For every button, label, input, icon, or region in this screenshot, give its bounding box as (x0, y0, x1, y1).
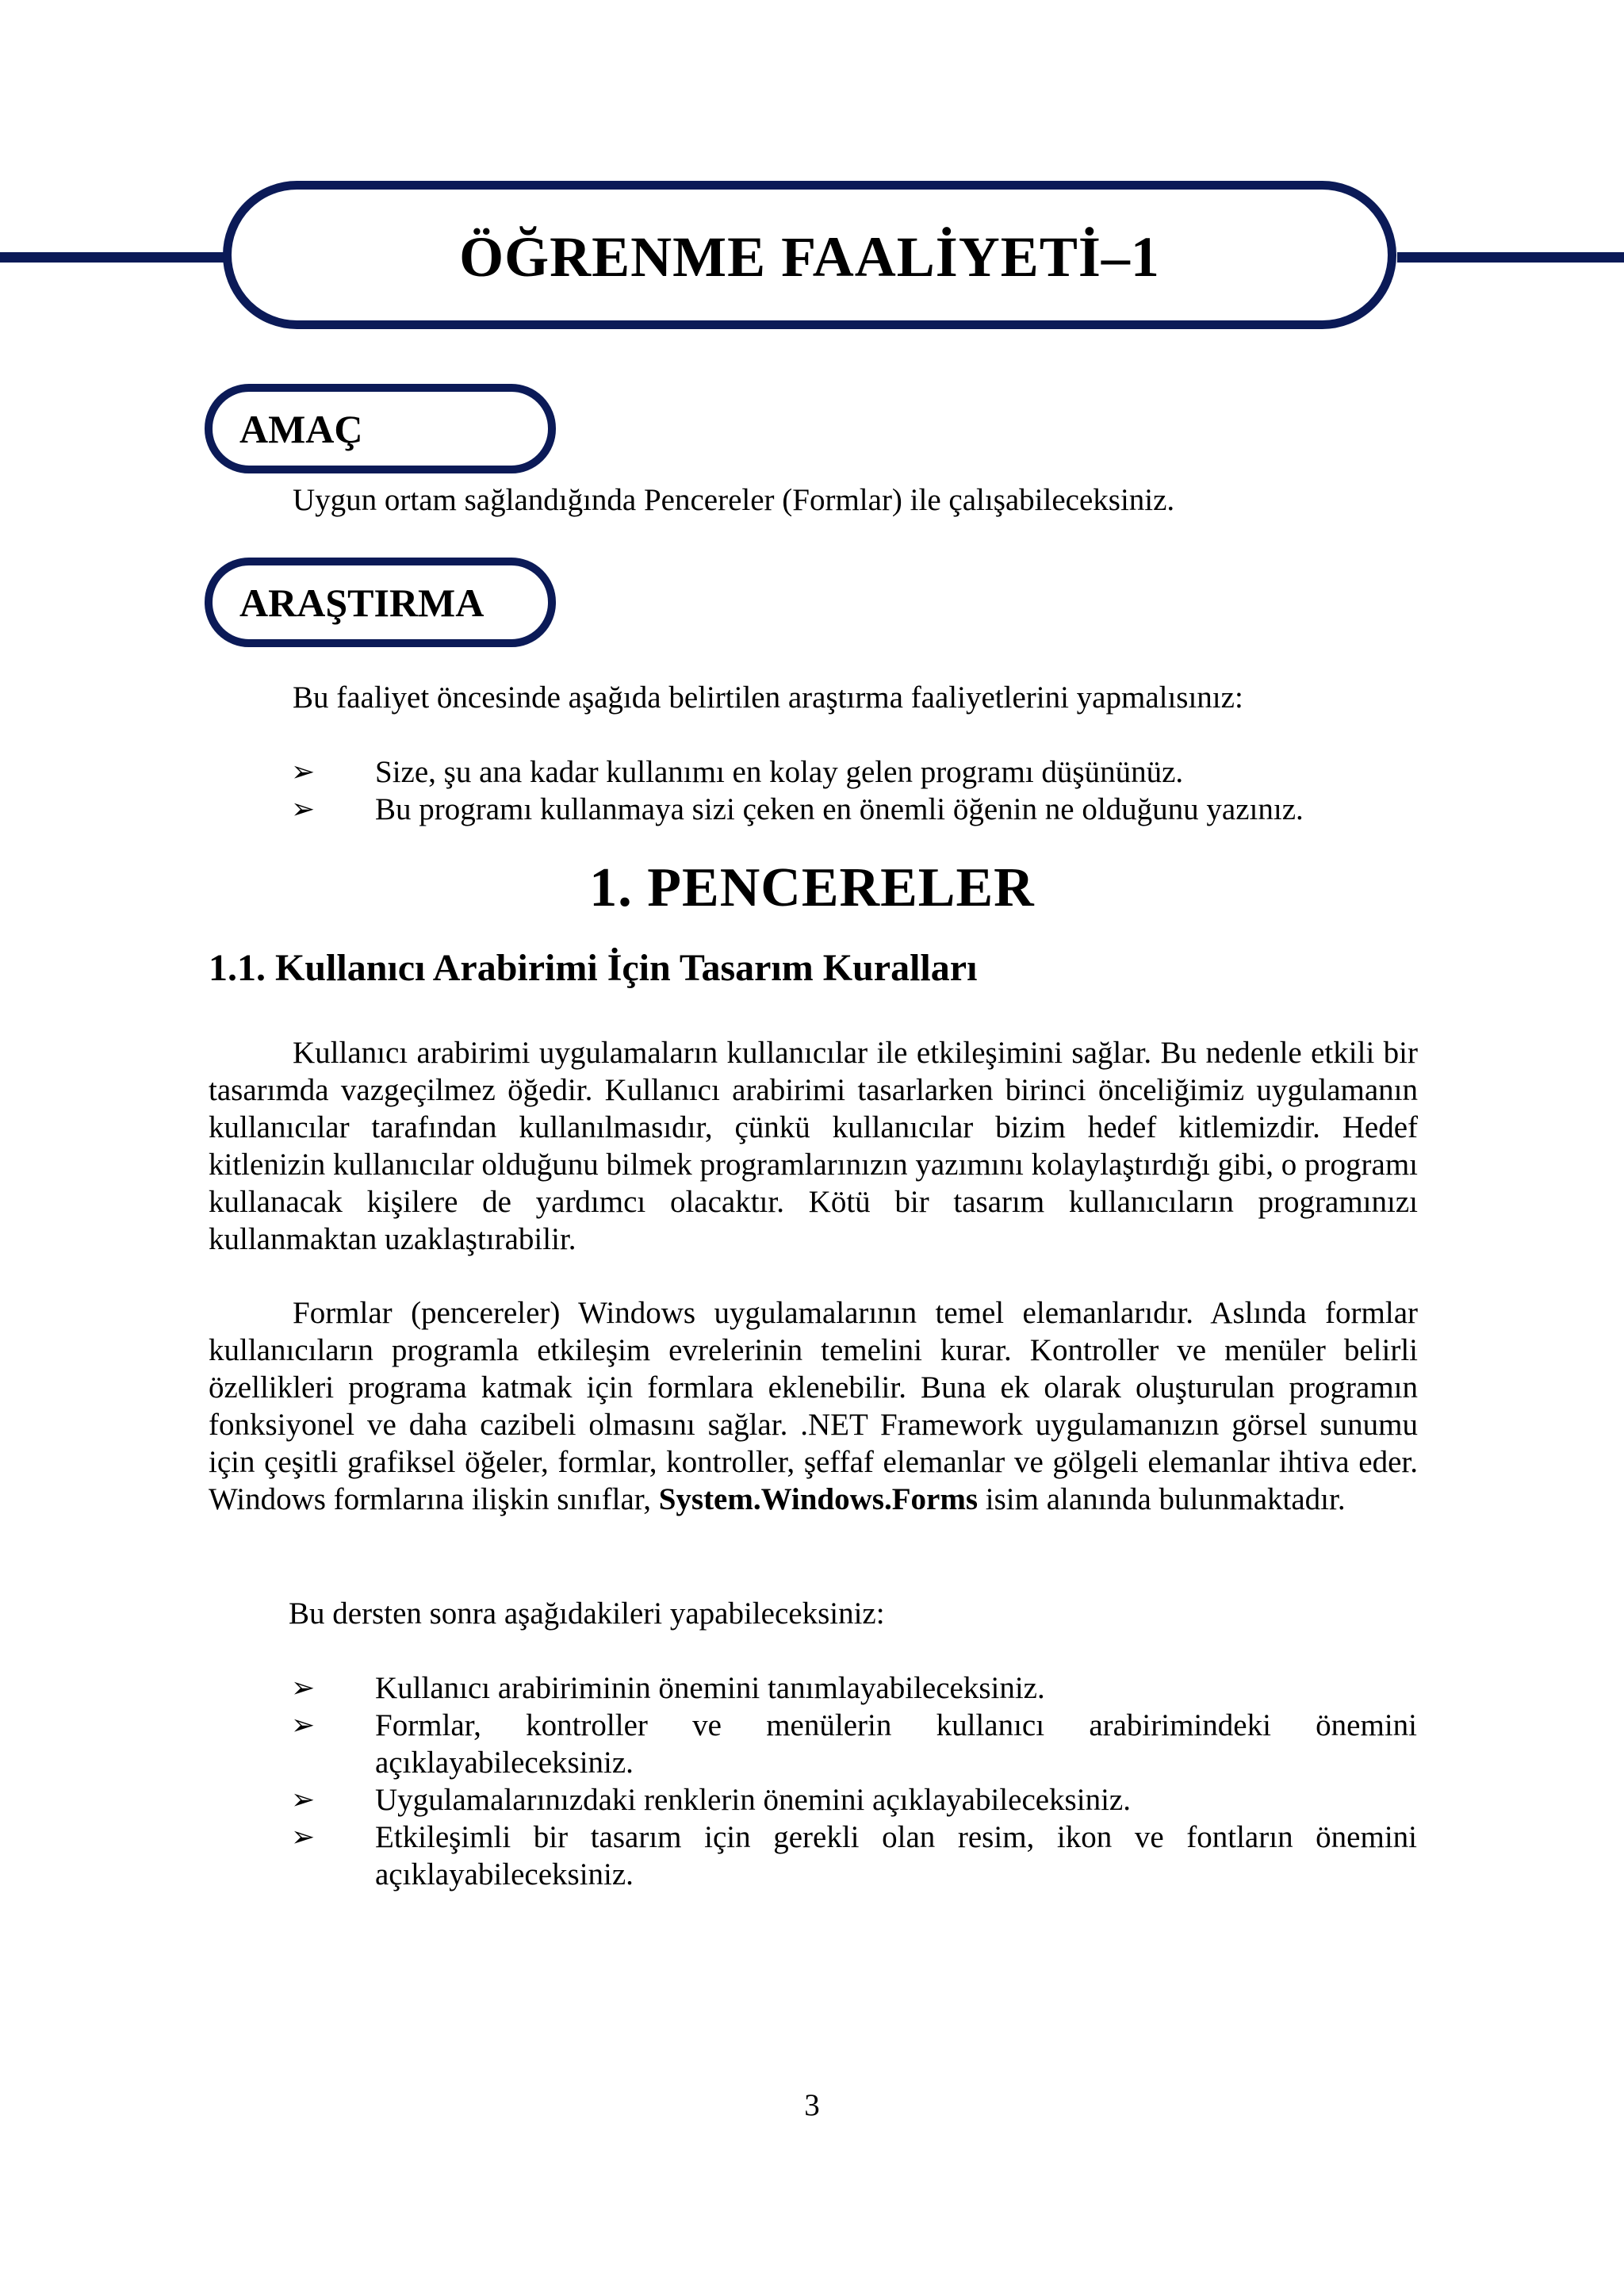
paragraph-2-text-b: isim alanında bulunmaktadır. (978, 1482, 1346, 1516)
header-banner (223, 181, 1396, 329)
list-item-text: Size, şu ana kadar kullanımı en kolay gelen programı düşününüz. (375, 755, 1184, 789)
header-rule-left (0, 252, 226, 263)
arastirma-label-box (205, 558, 556, 647)
amac-text: Uygun ortam sağlandığında Pencereler (Formlar) ile çalışabileceksiniz. (293, 483, 1175, 517)
list-item-text: Formlar, kontroller ve menülerin kullanıcı arabirimindeki önemini açıklayabileceksiniz. (375, 1708, 1417, 1780)
list-item-text: Uygulamalarınızdaki renklerin önemini açıklayabileceksiniz. (375, 1783, 1131, 1817)
list-item (291, 791, 1417, 828)
arrowhead-bullet-icon: ➢ (291, 1821, 316, 1853)
list-item-text: Bu programı kullanmaya sizi çeken en önemli öğenin ne olduğunu yazınız. (375, 792, 1304, 826)
list-item (291, 1781, 1417, 1819)
page-number: 3 (804, 2088, 820, 2122)
arrowhead-bullet-icon: ➢ (291, 1784, 316, 1816)
page-title: ÖĞRENME FAALİYETİ–1 (459, 225, 1160, 289)
arrowhead-bullet-icon: ➢ (291, 756, 316, 788)
paragraph-2-text-a: Formlar (pencereler) Windows uygulamalarının temel elemanlarıdır. Aslında formlar kullanıcıların programla etkileşim evrelerinin temelini kurar. Kontroller ve menüler belirli özellikleri programa katmak için formlara eklenebilir. Buna ek olarak oluşturulan programın fonksiyonel ve daha cazibeli olmasını sağlar. .NET Framework uygulamanızın görsel sunumu için çeşitli grafiksel öğeler, formlar, kontroller, şeffaf elemanlar ve gölgeli elemanlar ihtiva eder. Windows formlarına ilişkin sınıflar, (209, 1296, 1418, 1516)
learn-intro: Bu dersten sonra aşağıdakileri yapabileceksiniz: (289, 1596, 885, 1631)
list-item (291, 1669, 1417, 1707)
list-item-text: Kullanıcı arabiriminin önemini tanımlayabileceksiniz. (375, 1671, 1045, 1705)
paragraph-1: Kullanıcı arabirimi uygulamaların kullanıcılar ile etkileşimini sağlar. Bu nedenle etkili bir tasarımda vazgeçilmez öğedir. Kullanıcı arabirimi tasarlarken birinci önceliğimiz uygulamanın kullanıcılar tarafından kullanılmasıdır, çünkü kullanıcılar bizim hedef kitlemizdir. Hedef kitlenizin kullanıcılar olduğunu bilmek programlarınızın yazımını kolaylaştırdığı gibi, o programı kullanacak kişilere de yardımcı olacaktır. Kötü bir tasarım kullanıcıların programınızı kullanmaktan uzaklaştırabilir. (209, 1036, 1418, 1256)
list-item (291, 1819, 1417, 1893)
list-item (291, 753, 1417, 791)
paragraph-2 (209, 1294, 1418, 1518)
arastirma-label: ARAŞTIRMA (239, 580, 485, 625)
section-heading: 1. PENCERELER (589, 857, 1035, 918)
arrowhead-bullet-icon: ➢ (291, 1709, 316, 1742)
arrowhead-bullet-icon: ➢ (291, 793, 316, 826)
subsection-heading: 1.1. Kullanıcı Arabirimi İçin Tasarım Kuralları (209, 947, 978, 989)
namespace-name: System.Windows.Forms (658, 1482, 979, 1516)
amac-label: AMAÇ (239, 406, 363, 451)
list-item-text: Etkileşimli bir tasarım için gerekli olan resim, ikon ve fontların önemini açıklayabileceksiniz. (375, 1820, 1417, 1891)
amac-label-box (205, 384, 556, 473)
list-item (291, 1707, 1417, 1781)
arrowhead-bullet-icon: ➢ (291, 1672, 316, 1704)
arastirma-intro: Bu faaliyet öncesinde aşağıda belirtilen araştırma faaliyetlerini yapmalısınız: (293, 680, 1243, 715)
header-rule-right (1397, 252, 1624, 263)
